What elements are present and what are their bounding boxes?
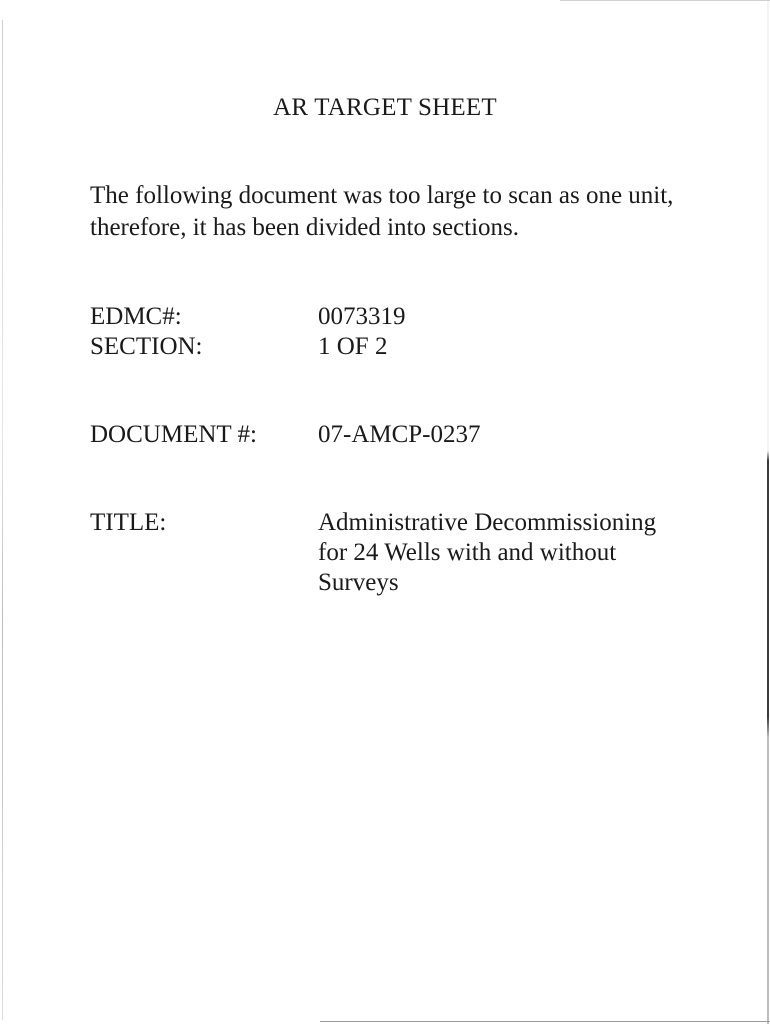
edmc-value: 0073319 [318,303,406,330]
title-value-line-2: for 24 Wells with and without [318,539,617,566]
document-number-label: DOCUMENT #: [90,421,257,448]
scan-edge-right [767,0,769,1024]
intro-line-1: The following document was too large to scan as one unit, [90,182,674,209]
intro-line-2: therefore, it has been divided into sections. [90,214,520,241]
title-value [318,508,738,598]
edmc-label: EDMC#: [90,303,182,330]
title-label: TITLE: [90,509,167,536]
intro-paragraph [90,180,710,244]
sheet-heading: AR TARGET SHEET [273,94,497,121]
scan-edge-left [2,20,3,1020]
section-label: SECTION: [90,333,203,360]
title-value-line-1: Administrative Decommissioning [318,509,657,536]
document-number-value: 07-AMCP-0237 [318,421,481,448]
title-value-line-3: Surveys [318,569,399,596]
scan-edge-bottom [320,1021,770,1022]
section-value: 1 OF 2 [318,333,388,360]
scan-edge-top [560,0,770,1]
